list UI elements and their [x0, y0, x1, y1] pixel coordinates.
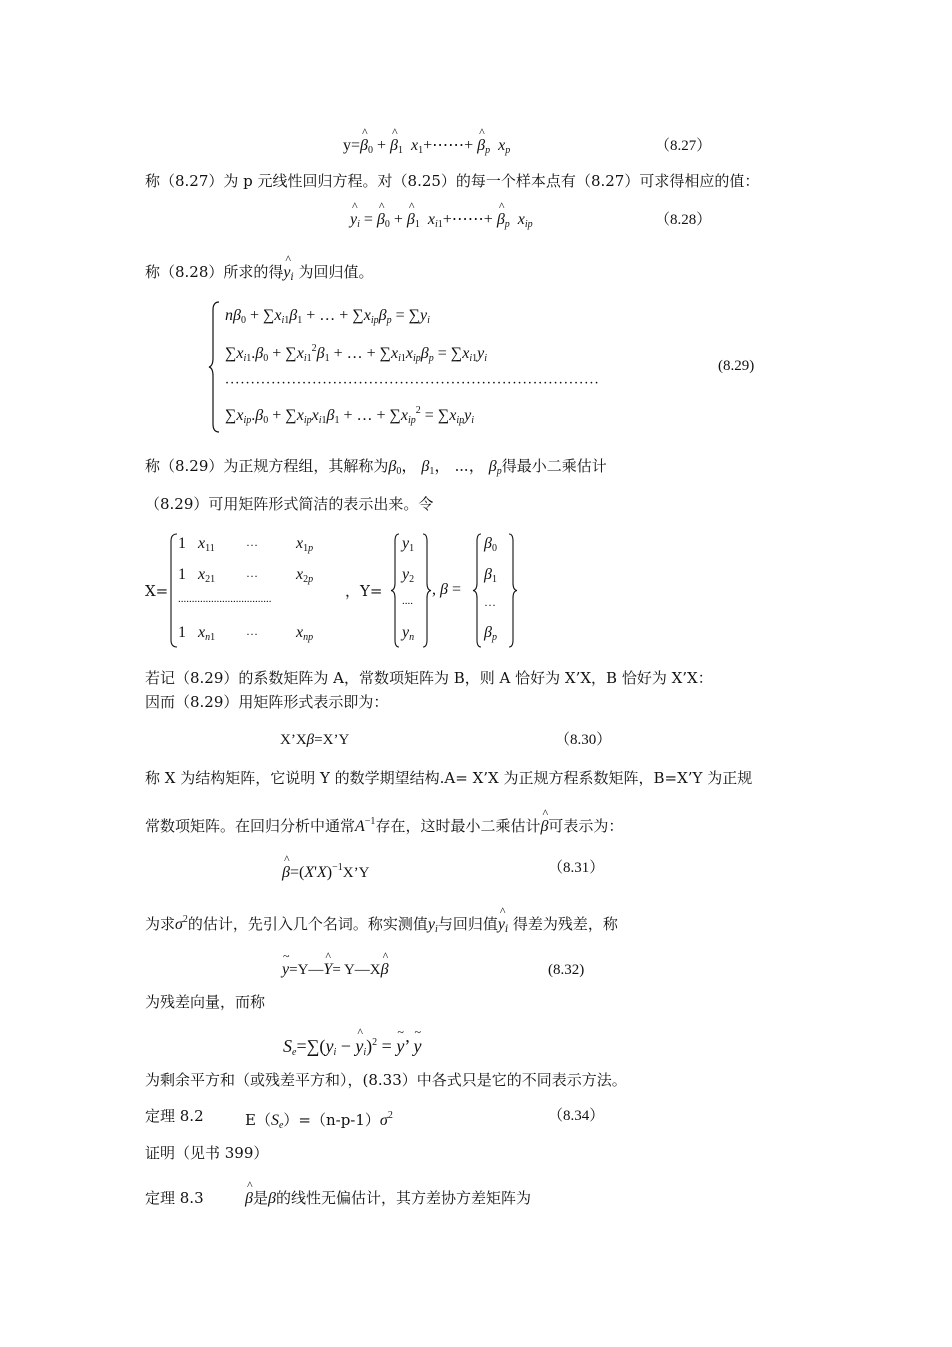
p8-text-c: 可表示为：: [548, 817, 624, 835]
system-row-1: $n\beta_0 + \sum x_{i1}\beta_1$ + … + $\sum x_{ip}\beta_p = \sum y_i$: [225, 307, 430, 326]
paragraph-10: 为残差向量，而称: [145, 993, 266, 1011]
theorem-8-3-label: 定理 8.3: [145, 1189, 204, 1207]
paragraph-9: 为求$\sigma^2$的估计，先引入几个名词。称实测值$y_i$与回归值^ $y_i$ 得差为残差，称: [145, 910, 618, 940]
p9-text-b: 的估计，先引入几个名词。称实测值: [187, 915, 428, 933]
theorem-8-2: $E(S_e)=(n-p-1)\sigma^2$: [245, 1110, 393, 1131]
p3-text-a: 称（8.29）为正规方程组，其解称为: [145, 457, 389, 475]
paragraph-11: 为剩余平方和（或残差平方和），(8.33）中各式只是它的不同表示方法。: [145, 1071, 627, 1089]
x-matrix-label: X=: [145, 582, 169, 600]
p2-text-b: 为回归值。: [298, 263, 374, 281]
equation-number-8-30: （8.30）: [555, 732, 612, 748]
equation-8-31: ^ $\beta=(X'X)^{-1}X’Y$: [282, 858, 369, 883]
equation-number-8-34: （8.34）: [548, 1108, 605, 1124]
p2-text-a: 称（8.28）所求的得: [145, 263, 284, 281]
beta-label: , β =: [432, 581, 461, 598]
y-vector: $y_1$ $y_2$ .... $y_n$: [390, 533, 432, 648]
eq830-rhs: =X’Y: [314, 732, 350, 748]
equation-8-32: ~ y=Y—^ Y= Y—X^ β: [282, 960, 389, 980]
eq832-part-b: = Y—X: [332, 962, 381, 978]
thm83-text-b: 的线性无偏估计，其方差协方差矩阵为: [275, 1189, 531, 1207]
beta-vector: $\beta_0$ $\beta_1$ … $\beta_p$: [472, 533, 518, 648]
system-row-2: $\sum x_{i1}.\beta_0 + \sum x_{i1}^2\beta_1$ + … + $\sum x_{i1}x_{ip}\beta_p = \sum x_{i1}y_i$: [225, 343, 487, 364]
thm82-text-b: ）=（n-p-1）: [283, 1111, 380, 1129]
paragraph-3: 称（8.29）为正规方程组，其解称为$\beta_0$， $\beta_1$， ⋯， $\beta_p$得最小二乘估计: [145, 457, 607, 477]
y-matrix-label: ，Y=: [345, 582, 383, 600]
equation-8-30: X’Xβ=X’Y: [280, 732, 350, 748]
paragraph-7: 称 X 为结构矩阵，它说明 Y 的数学期望结构.A= X’X 为正规方程系数矩阵，B=X’Y 为正规: [145, 769, 753, 787]
p9-text-d: 得差为残差，称: [512, 915, 618, 933]
system-row-4: $\sum x_{ip}.\beta_0 + \sum x_{ip}x_{i1}\beta_1$ + … + $\sum x_{ip}^2 = \sum x_{ip}y_i$: [225, 405, 475, 426]
system-ellipsis-row: ·········································································: [225, 376, 600, 391]
eq831-tail: X’Y: [342, 865, 370, 881]
p9-text-c: 与回归值: [437, 915, 498, 933]
p8-text-b: 存在，这时最小二乘估计: [375, 817, 541, 835]
thm83-text-a: 是: [252, 1189, 268, 1207]
paragraph-1: 称（8.27）为 p 元线性回归方程。对（8.25）的每一个样本点有（8.27）可求得相应的值：: [145, 172, 760, 190]
paragraph-2: 称（8.28）所求的得^ $y_i$ 为回归值。: [145, 262, 374, 288]
equation-8-27: y=^ $\beta_0$ + ^ $\beta_1$ $x_1+\cdots\cdots+$ ^ $\beta_p$ $x_p$: [343, 136, 510, 161]
equation-number-8-28: （8.28）: [655, 212, 712, 228]
equation-number-8-29: (8.29): [718, 358, 755, 374]
eq830-lhs: X’X: [280, 732, 307, 748]
paragraph-5: 若记（8.29）的系数矩阵为 A，常数项矩阵为 B，则 A 恰好为 X’X，B 恰好为 X’X：: [145, 669, 713, 687]
paragraph-8: 常数项矩阵。在回归分析中通常$A^{-1}$存在，这时最小二乘估计^ β可表示为：: [145, 812, 623, 837]
p9-text-a: 为求: [145, 915, 176, 933]
equation-8-28: ^ $y_i$ = ^ $\beta_0$ + ^ $\beta_1$ $x_{i1}+\cdots\cdots+$ ^ $\beta_p$ $x_{ip}$: [350, 210, 533, 235]
theorem-8-3: ^ β是β的线性无偏估计，其方差协方差矩阵为: [245, 1188, 531, 1209]
eq832-part-a: =Y—: [289, 962, 324, 978]
paragraph-4: （8.29）可用矩阵形式简洁的表示出来。令: [145, 495, 434, 513]
x-matrix: 1 $x_{11}$ … $x_{1p}$ 1 $x_{21}$ … $x_{2p}$ .................................. 1 $x_{n1}$ … $x_{np}$: [168, 533, 328, 648]
equation-number-8-32: (8.32): [548, 962, 585, 978]
theorem-8-2-label: 定理 8.2: [145, 1107, 204, 1125]
equation-number-8-27: （8.27）: [655, 138, 712, 154]
system-brace: [208, 300, 218, 434]
paragraph-6: 因而（8.29）用矩阵形式表示即为：: [145, 693, 389, 711]
p8-text-a: 常数项矩阵。在回归分析中通常: [145, 817, 356, 835]
equation-number-8-31: （8.31）: [548, 860, 605, 876]
equation-8-33: $S_e=\sum(y_i$ − ^ $y_i)^2$ = ~ y’ ~ y: [283, 1033, 421, 1063]
proof-reference: 证明（见书 399）: [145, 1144, 269, 1162]
p3-text-b: 得最小二乘估计: [501, 457, 607, 475]
thm82-text-a: E（: [245, 1111, 271, 1129]
